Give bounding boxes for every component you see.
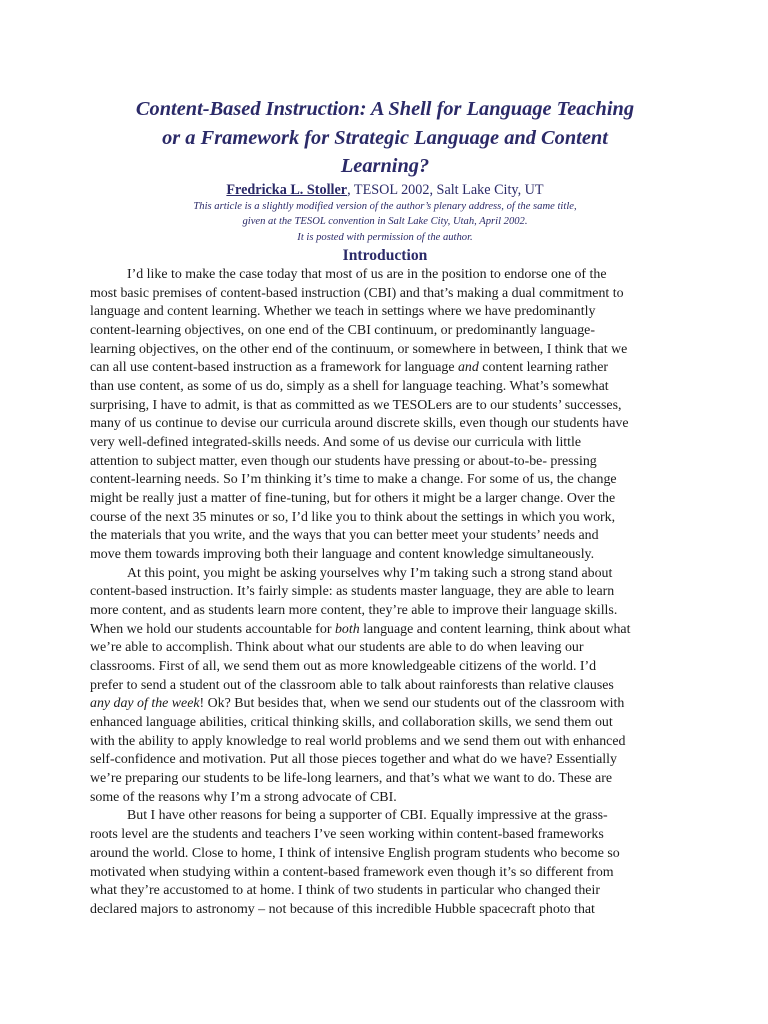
- body-line: content-learning objectives, on one end of the CBI continuum, or predominantly language-: [90, 323, 595, 339]
- body-line: with the ability to apply knowledge to real world problems and we send them out with enhanced: [90, 733, 626, 749]
- author-link[interactable]: Fredricka L. Stoller: [226, 181, 348, 198]
- body-text-segment: ! Ok? But besides that, when we send our students out of the classroom with: [199, 696, 625, 712]
- title-line: Learning?: [340, 155, 430, 177]
- body-line: [90, 359, 680, 378]
- body-line: more content, and as students learn more content, they’re able to improve their language skills.: [90, 603, 618, 619]
- note-line: It is posted with permission of the author.: [297, 231, 473, 243]
- body-line: attention to subject matter, even though our students have pressing or about-to-be- pressing: [90, 453, 597, 469]
- body-line: [90, 621, 680, 640]
- body-line: self-confidence and motivation. Put all those pieces together and what do we have? Essentially: [90, 752, 617, 768]
- body-line: we’re preparing our students to be life-long learners, and that’s what we want to do. These are: [90, 771, 613, 787]
- emphasis-text: and: [457, 360, 479, 376]
- body-line: But I have other reasons for being a supporter of CBI. Equally impressive at the grass-: [127, 808, 608, 824]
- body-line: around the world. Close to home, I think of intensive English program students who become so: [90, 845, 620, 861]
- body-line: the materials that you write, and the ways that you can better meet your students’ needs and: [90, 528, 599, 544]
- body-line: language and content learning. Whether we teach in settings where we have predominantly: [90, 304, 596, 320]
- body-line: motivated when studying within a content-based framework even though it’s so different from: [90, 864, 614, 880]
- body-line: most basic premises of content-based instruction (CBI) and that’s making a dual commitment to: [90, 285, 624, 301]
- body-line: prefer to send a student out of the classroom able to talk about rainforests than relative clauses: [90, 677, 614, 693]
- body-line: I’d like to make the case today that most of us are in the position to endorse one of the: [127, 267, 607, 282]
- body-line: At this point, you might be asking yourselves why I’m taking such a strong stand about: [127, 565, 613, 581]
- body-line: many of us continue to devise our curricula around discrete skills, even though our students have: [90, 416, 629, 432]
- emphasis-text: both: [334, 621, 360, 637]
- body-text-segment: When we hold our students accountable for: [90, 621, 335, 637]
- body-line: content-learning needs. So I’m thinking it’s time to make a change. For some of us, the change: [90, 472, 617, 488]
- note-line: given at the TESOL convention in Salt Lake City, Utah, April 2002.: [242, 216, 528, 227]
- body-line: declared majors to astronomy – not because of this incredible Hubble spacecraft photo that: [90, 901, 595, 917]
- body-line: some of the reasons why I’m a strong advocate of CBI.: [90, 789, 397, 805]
- body-line: roots level are the students and teachers I’ve seen working within content-based frameworks: [90, 827, 604, 843]
- article-note: [90, 199, 680, 246]
- body-line: classrooms. First of all, we send them out as more knowledgeable citizens of the world. I’d: [90, 659, 597, 675]
- body-text-segment: language and content learning, think about what: [359, 621, 631, 637]
- body-line: course of the next 35 minutes or so, I’d like you to think about the settings in which you work,: [90, 509, 616, 525]
- article-page: [90, 95, 680, 920]
- byline-venue: , TESOL 2002, Salt Lake City, UT: [347, 181, 544, 198]
- title-line: Content-Based Instruction: A Shell for Language Teaching: [135, 98, 635, 120]
- emphasis-text: any day of the week: [90, 696, 200, 712]
- body-line: surprising, I have to admit, is that as committed as we TESOLers are to our students’ successes,: [90, 397, 622, 413]
- body-line: what they’re accustomed to at home. I think of two students in particular who changed their: [90, 883, 600, 899]
- body-line: very well-defined integrated-skills needs. And some of us devise our curricula with little: [90, 435, 582, 451]
- byline: [90, 182, 680, 199]
- body-line: content-based instruction. It’s fairly simple: as students master language, they are able to learn: [90, 584, 615, 600]
- body-text-segment: content learning rather: [478, 360, 609, 376]
- body-line: move them towards improving both their language and content knowledge simultaneously.: [90, 547, 595, 563]
- section-heading-introduction: Introduction: [342, 247, 428, 264]
- body-line: might be really just a matter of fine-tuning, but for others it might be a larger change. Over the: [90, 491, 616, 507]
- body-line: than use content, as some of us do, simply as a shell for language teaching. What’s somewhat: [90, 379, 609, 395]
- body-line: learning objectives, on the other end of the continuum, or somewhere in between, I think that we: [90, 341, 628, 357]
- article-title: [90, 95, 680, 181]
- note-line: This article is a slightly modified version of the author’s plenary address, of the same title,: [193, 200, 577, 212]
- body-text-segment: can all use content-based instruction as a framework for language: [90, 360, 458, 376]
- body-line: [90, 695, 680, 714]
- body-line: enhanced language abilities, critical thinking skills, and collaboration skills, we send them out: [90, 715, 613, 731]
- body-line: we’re able to accomplish. Think about what our students are able to do when leaving our: [90, 640, 584, 656]
- article-body: [90, 266, 680, 920]
- title-line: or a Framework for Strategic Language and Content: [162, 126, 608, 149]
